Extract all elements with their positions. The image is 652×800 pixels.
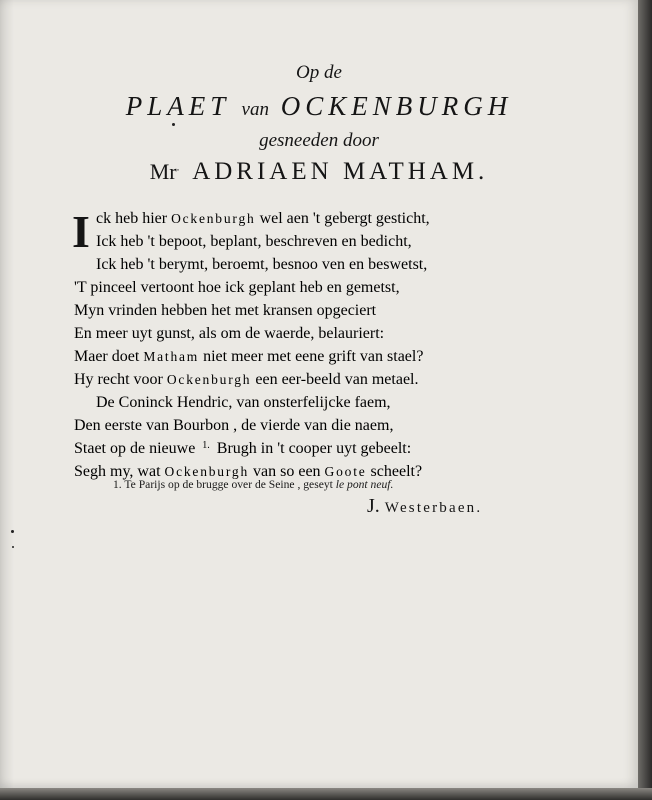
page-title — [0, 91, 638, 122]
poem-line: Staet op de nieuwe $^{1.}$ Brugh in 't cooper uyt gebeelt: — [74, 440, 412, 457]
ink-speck — [11, 530, 14, 533]
page-edge-bottom — [0, 788, 652, 800]
poem-line: De Coninck Hendric, van onsterfelijcke faem, — [96, 394, 391, 411]
ink-speck — [172, 123, 175, 126]
poem-line: Maer doet Matham niet meer met eene grift van stael? — [74, 348, 424, 365]
footnote-reference: 1. — [202, 440, 210, 451]
signature — [367, 495, 482, 518]
poem-line: Den eerste van Bourbon , de vierde van die naem, — [74, 417, 394, 434]
signature-name: Westerbaen. — [384, 500, 483, 516]
poem-line: Ick heb 't bepoot, beplant, beschreven en bedicht, — [96, 233, 412, 250]
poem-line: Myn vrinden hebben het met kransen opgeciert — [74, 302, 377, 319]
poem-line: Segh my, wat Ockenburgh van so een Goote scheelt? — [74, 463, 423, 480]
footnote-italic: le pont neuf. — [335, 478, 394, 491]
heading-op-de: Op de — [296, 62, 342, 83]
drop-cap: I — [72, 206, 90, 257]
author-heading — [0, 158, 638, 186]
title-ockenburgh: OCKENBURGH — [280, 91, 513, 121]
footnote — [113, 478, 393, 491]
title-plaet: PLAET — [125, 91, 230, 121]
author-prefix: Mr. — [149, 159, 180, 184]
poem-line: Hy recht voor Ockenburgh een eer-beeld van metael. — [74, 371, 419, 388]
page-edge-right — [638, 0, 652, 800]
poem-line: 'T pinceel vertoont hoe ick geplant heb en gemetst, — [74, 279, 400, 296]
ink-speck — [12, 546, 14, 548]
heading-gesneeden: gesneeden door — [259, 130, 379, 151]
signature-initial: J. — [367, 495, 380, 517]
footnote-mark: 1. — [113, 478, 122, 491]
poem-line: En meer uyt gunst, als om de waerde, belauriert: — [74, 325, 385, 342]
author-name: ADRIAEN MATHAM. — [192, 158, 489, 185]
poem-line: Ick heb 't berymt, beroemt, besnoo ven en beswetst, — [96, 256, 428, 273]
footnote-text: Te Parijs op de brugge over de Seine , geseyt — [124, 478, 333, 491]
poem-line: ck heb hier Ockenburgh wel aen 't gebergt gesticht, — [96, 210, 430, 227]
title-van: van — [241, 99, 269, 120]
